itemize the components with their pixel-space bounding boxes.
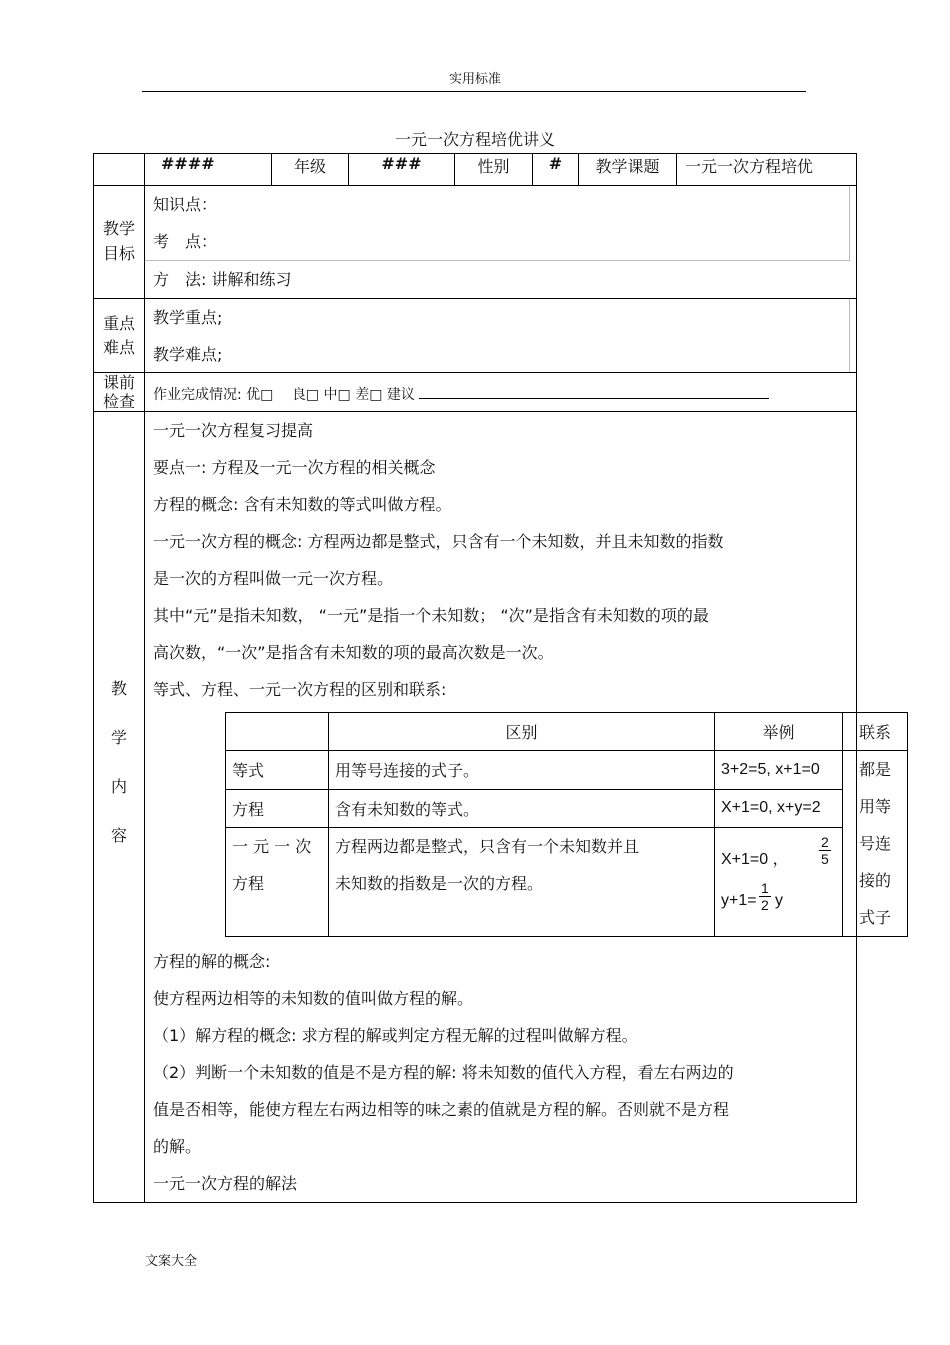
page-header: 实用标准 [448,72,501,87]
knowledge-line: 知识点： [153,195,218,214]
content-line: （2）判断一个未知数的值是不是方程的解: 将未知数的值代入方程，看左右两边的 [153,1063,734,1083]
gender-label: 性别 [455,154,533,186]
check-row [94,373,857,412]
content-line: 是一次的方程叫做一元一次方程。 [153,569,394,589]
row-diff: 用等号连接的式子。 [329,751,715,789]
row-diff-line2: 未知数的指数是一次的方程。 [335,873,544,893]
example-eq2-tail: y [775,891,783,909]
suggestion-underline [419,382,769,399]
page-footer: 文案大全 [145,1254,198,1269]
homework-status: 作业完成情况: 优□ 良□ 中□ 差□ 建议 [153,387,415,403]
goals-row [94,186,857,299]
goals-label-line2: 目标 [102,244,135,263]
blank-cell [94,154,145,186]
row-example [715,827,843,937]
row-name: 等式 [226,751,329,789]
key-label-line2: 难点 [102,337,135,357]
key-point-line: 教学重点; [153,308,223,327]
goals-label-line1: 教学 [102,219,135,239]
grade-label: 年级 [272,154,349,186]
difficult-point-line: 教学难点; [153,345,223,364]
grade-value: ### [349,154,455,186]
comparison-header-diff: 区别 [329,713,715,751]
row-diff [329,827,715,937]
comparison-header-blank [226,713,329,751]
content-line: 一元一次方程的解法 [153,1174,298,1194]
example-eq1: X+1=0 ， [721,850,789,868]
comparison-row [226,751,908,789]
content-line: 的解。 [153,1137,202,1157]
gender-value: # [533,154,579,186]
content-line: 使方程两边相等的未知数的值叫做方程的解。 [153,989,474,1009]
content-label-char: 容 [110,826,127,846]
check-label-line2: 检查 [102,392,135,412]
fraction-denominator: 2 [761,896,769,913]
fraction-denominator: 5 [821,850,829,867]
check-label [94,373,145,412]
content-line: 值是否相等，能使方程左右两边相等的味之素的值就是方程的解。否则就不是方程 [153,1100,730,1120]
content-line: 其中“元”是指未知数， “一元”是指一个未知数； “次”是指含有未知数的项的最 [153,606,709,626]
row-name-line2: 方程 [232,873,265,893]
row-example: X+1=0, x+y=2 [715,789,843,827]
relation-text: 接的 [858,871,891,891]
content-line: 一元一次方程的概念: 方程两边都是整式，只含有一个未知数，并且未知数的指数 [153,532,724,552]
check-label-line1: 课前 [102,373,135,392]
row-example: 3+2=5, x+1=0 [715,751,843,789]
example-eq2: y+1= [721,891,757,909]
comparison-header-row [226,713,908,751]
fraction-numerator: 2 [821,833,829,850]
relation-cell [843,751,908,937]
row-name: 方程 [226,789,329,827]
content-label-char: 学 [110,728,127,748]
row-name [226,827,329,937]
lesson-plan-table [93,153,891,1203]
row-diff: 含有未知数的等式。 [329,789,715,827]
key-points-row [94,299,857,373]
info-row [94,154,857,186]
content-row [94,412,857,1203]
row-diff-line1: 方程两边都是整式，只含有一个未知数并且 [335,836,640,856]
exam-line: 考 点： [153,232,218,251]
content-body [145,412,891,1203]
key-points-content [145,299,857,373]
document-title: 一元一次方程培优讲义 [394,130,555,149]
topic-value: 一元一次方程培优 [677,154,857,186]
comparison-header-relation: 联系 [843,713,908,751]
header-divider [142,91,806,92]
name-value: #### [145,154,272,186]
comparison-header-example: 举例 [715,713,843,751]
goals-content [145,186,857,299]
content-label-char: 教 [110,679,127,699]
fraction-two-fifths [819,834,831,867]
content-label [94,412,145,1203]
content-line: 一元一次方程复习提高 [153,421,314,441]
relation-text: 用等 [858,797,891,817]
topic-label: 教学课题 [579,154,677,186]
row-name-line1: 一 元 一 次 [232,836,312,856]
content-line: 高次数，“一次”是指含有未知数的项的最高次数是一次。 [153,643,554,663]
fraction-one-half [759,880,771,913]
check-content [145,373,857,412]
method-line: 方 法: 讲解和练习 [153,270,292,289]
content-line: 等式、方程、一元一次方程的区别和联系: [153,680,447,700]
content-line: 方程的解的概念: [153,952,271,972]
relation-text: 都是 [858,760,891,780]
comparison-table [225,712,908,937]
relation-text: 式子 [858,908,891,928]
relation-text: 号连 [858,834,891,854]
content-label-char: 内 [110,777,127,797]
fraction-numerator: 1 [761,879,769,896]
content-line: 要点一: 方程及一元一次方程的相关概念 [153,458,436,478]
content-line: 方程的概念: 含有未知数的等式叫做方程。 [153,495,452,515]
comparison-row [226,827,908,937]
comparison-row [226,789,908,827]
key-points-label [94,299,145,373]
goals-label [94,186,145,299]
key-label-line1: 重点 [102,314,135,334]
content-line: （1）解方程的概念: 求方程的解或判定方程无解的过程叫做解方程。 [153,1026,638,1046]
